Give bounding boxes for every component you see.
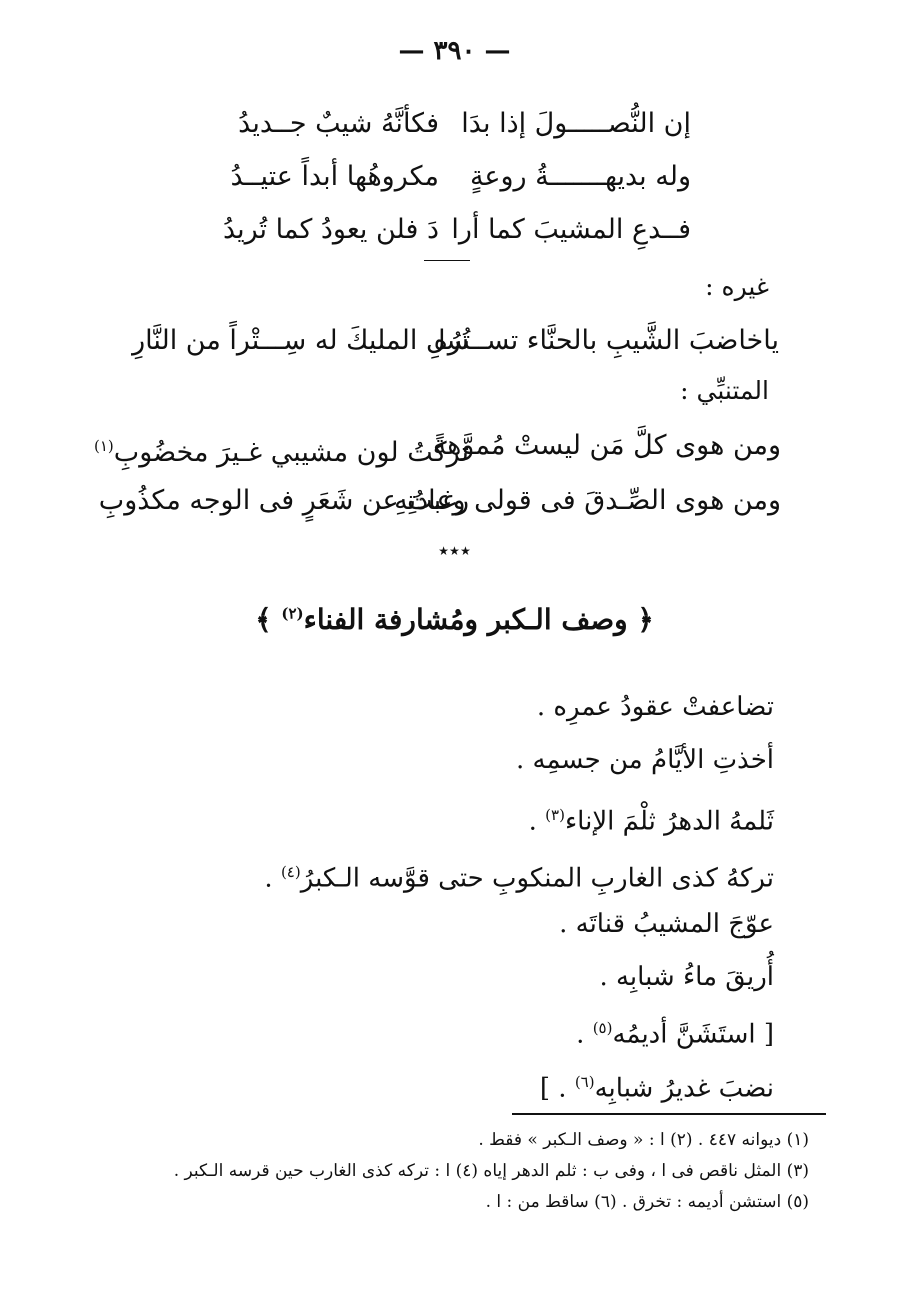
mutanabbi-verse-2-right: ومن هوى الصِّـدقَ فى قولى وعادتِهِ: [394, 485, 781, 516]
prose-line-8: [540, 1062, 774, 1109]
section-heading-text: ﴿ وصف الـكبر ومُشارفة الفناء: [303, 603, 654, 636]
footnote-ref-1: (١): [94, 437, 114, 455]
prose-line-3: [529, 795, 774, 842]
prose-line-7: [576, 1008, 774, 1055]
verse-1-right-hemistich: إن النُّصـــــولَ إذا بدَا: [461, 108, 691, 139]
prose-line-4: [264, 852, 774, 899]
other-verse-left-hemistich: سلِ المليكَ له سِـــتْراً من النَّارِ: [132, 325, 469, 356]
prose-line-3-text: ثَلمهُ الدهرُ ثلْمَ الإناء: [564, 806, 774, 837]
mutanabbi-verse-1-left-text: تركتُ لون مشيبي غـيرَ مخضُوبِ: [113, 437, 469, 468]
section-ornament: ٭٭٭: [438, 538, 471, 562]
footnote-ref-4: (٤): [280, 863, 301, 881]
prose-line-7-tail: .: [576, 1019, 593, 1050]
section-heading: [0, 603, 909, 636]
verse-1-left-hemistich: فكأنَّهُ شيبٌ جــديدُ: [238, 108, 439, 139]
mutanabbi-verse-2-left: رغبتُ عن شَعَرٍ فى الوجه مكذُوبِ: [98, 485, 469, 516]
footnote-ref-6: (٦): [574, 1073, 595, 1091]
label-other: غيره :: [705, 272, 769, 301]
footnote-line-1: (١) ديوانه ٤٤٧ . (٢) ا : « وصف الـكبر » فقط .: [478, 1130, 809, 1150]
verse-3-left-hemistich: دَ فلن يعودُ كما تُريدُ: [222, 214, 439, 245]
footnote-ref-5: (٥): [592, 1019, 613, 1037]
footnote-ref-2: (٢): [281, 604, 304, 623]
section-heading-close: ﴾: [255, 603, 282, 636]
mutanabbi-verse-1-left: [94, 426, 469, 473]
prose-line-2: أخذتِ الأيَّامُ من جسمِه .: [515, 745, 774, 775]
mutanabbi-verse-1-right: ومن هوى كلَّ مَن ليستْ مُموَّهةً: [432, 430, 781, 461]
verse-2-left-hemistich: مكروهُها أبداً عتيــدُ: [230, 161, 439, 192]
prose-line-3-tail: .: [528, 806, 546, 837]
prose-line-7-text: [ استَشَنَّ أديمُه: [612, 1019, 774, 1050]
short-divider: [424, 260, 470, 261]
prose-line-8-tail: . ]: [539, 1073, 575, 1104]
footnote-line-2: (٣) المثل ناقص فى ا ، وفى ب : ثلم الدهر إياه (٤) ا : تركه كذى الغارب حين قرسه الـكبر .: [173, 1161, 809, 1181]
prose-line-5: عوّجَ المشيبُ قناتَه .: [559, 909, 774, 939]
prose-line-4-text: تركهُ كذى الغاربِ المنكوبِ حتى قوَّسه الـكبرُ: [300, 863, 774, 894]
footnote-ref-3: (٣): [545, 806, 565, 824]
other-verse-right-hemistich: ياخاضبَ الشَّيبِ بالحنَّاء تســتُرُه: [433, 325, 779, 356]
prose-line-6: أُريقَ ماءُ شبابِه .: [599, 962, 774, 992]
prose-line-4-tail: .: [264, 863, 281, 894]
footnote-line-3: (٥) استشن أديمه : تخرق . (٦) ساقط من : ا .: [485, 1192, 809, 1212]
page-number: — ٣٩٠ —: [398, 36, 511, 66]
footnote-separator: [512, 1113, 826, 1115]
prose-line-8-text: نضبَ غديرُ شبابِه: [594, 1073, 774, 1104]
verse-3-right-hemistich: فــدعِ المشيبَ كما أرا: [451, 214, 691, 245]
prose-line-1: تضاعفتْ عقودُ عمرِه .: [536, 692, 774, 722]
label-mutanabbi: المتنبِّي :: [680, 376, 769, 405]
verse-2-right-hemistich: وله بديهـــــــةُ روعةٍ: [469, 161, 691, 192]
